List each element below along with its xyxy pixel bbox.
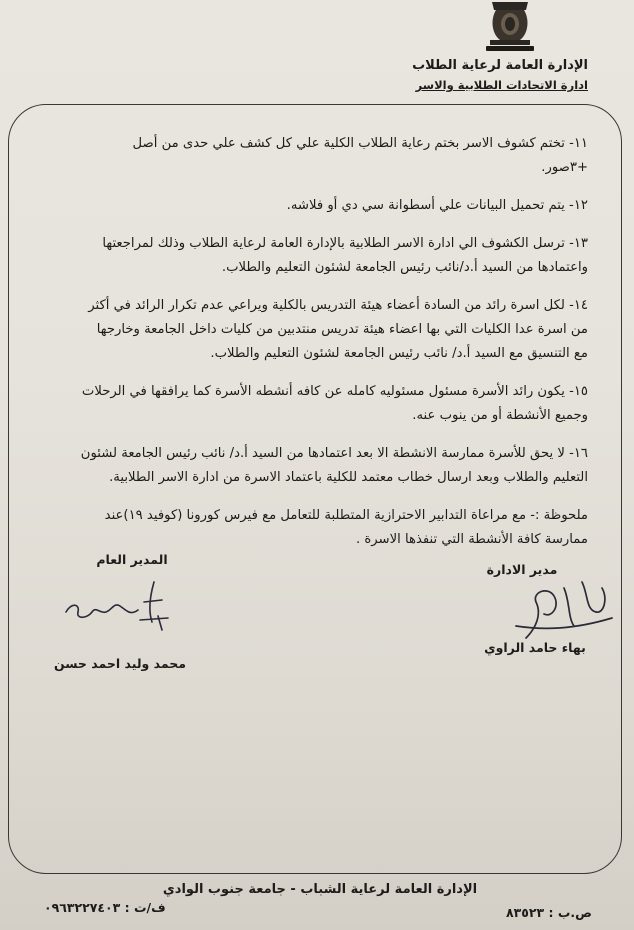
list-item (50, 194, 588, 218)
item-line: من اسرة عدا الكليات التي بها اعضاء هيئة تدريس منتدبين من كليات داخل الجامعة وخارجها (96, 322, 588, 337)
department-manager-title: مدير الادارة (486, 562, 558, 577)
department-manager-signature-icon (512, 568, 618, 646)
list-item (50, 132, 588, 180)
item-line: +٣صور. (541, 160, 588, 175)
header-department: الإدارة العامة لرعاية الطلاب (412, 58, 588, 73)
item-line: ١٤- لكل اسرة رائد من السادة أعضاء هيئة التدريس بالكلية ويراعي عدم تكرار الرائد في أكثر (88, 298, 588, 313)
general-manager-name: محمد وليد احمد حسن (53, 656, 187, 671)
item-line: مع التنسيق مع السيد أ.د/ نائب رئيس الجامعة لشئون التعليم والطلاب. (210, 346, 588, 361)
list-item (50, 380, 588, 428)
item-line: وجميع الأنشطة أو من ينوب عنه. (412, 408, 588, 423)
university-logo-icon (482, 0, 538, 52)
note-line: ممارسة كافة الأنشطة التي تنفذها الاسرة . (355, 532, 588, 547)
general-manager-title: المدير العام (96, 552, 168, 567)
note-line: ملحوظة :- مع مراعاة التدابير الاحترازية المتطلبة للتعامل مع فيرس كورونا (كوفيد ١٩)عند (104, 508, 588, 523)
regulations-list (50, 132, 588, 552)
footer-po-box: ص.ب : ٨٣٥٢٣ (506, 905, 592, 920)
footer-fax-number: ف/ت : ٠٩٦٣٢٢٧٤٠٣ (44, 900, 166, 915)
list-item (50, 294, 588, 366)
footer-organization: الإدارة العامة لرعاية الشباب - جامعة جنوب الوادي (162, 882, 478, 897)
header-sub-department: ادارة الاتحادات الطلابية والاسر (415, 78, 588, 92)
item-line: واعتمادها من السيد أ.د/نائب رئيس الجامعة لشئون التعليم والطلاب. (221, 260, 588, 275)
item-line: ١٥- يكون رائد الأسرة مسئول مسئوليه كامله عن كافه أنشطه الأسرة كما يرافقها في الرحلات (81, 384, 588, 399)
item-line: ١٢- يتم تحميل البيانات علي أسطوانة سي دي أو فلاشه. (286, 198, 588, 213)
list-item (50, 442, 588, 490)
department-manager-name: بهاء حامد الراوي (484, 640, 586, 655)
item-line: ١١- تختم كشوف الاسر بختم رعاية الطلاب الكلية علي كل كشف علي حدى من أصل (132, 136, 588, 151)
item-line: ١٣- ترسل الكشوف الي ادارة الاسر الطلابية بالإدارة العامة لرعاية الطلاب وذلك لمراجعتها (102, 236, 588, 251)
list-item (50, 232, 588, 280)
item-line: التعليم والطلاب وبعد ارسال خطاب معتمد للكلية باعتماد الاسرة من ادارة الاسر الطلابية. (109, 470, 588, 485)
note-block (50, 504, 588, 552)
general-manager-signature-icon (58, 572, 178, 638)
item-line: ١٦- لا يحق للأسرة ممارسة الانشطة الا بعد اعتمادها من السيد أ.د/ نائب رئيس الجامعة لشئون (80, 446, 588, 461)
